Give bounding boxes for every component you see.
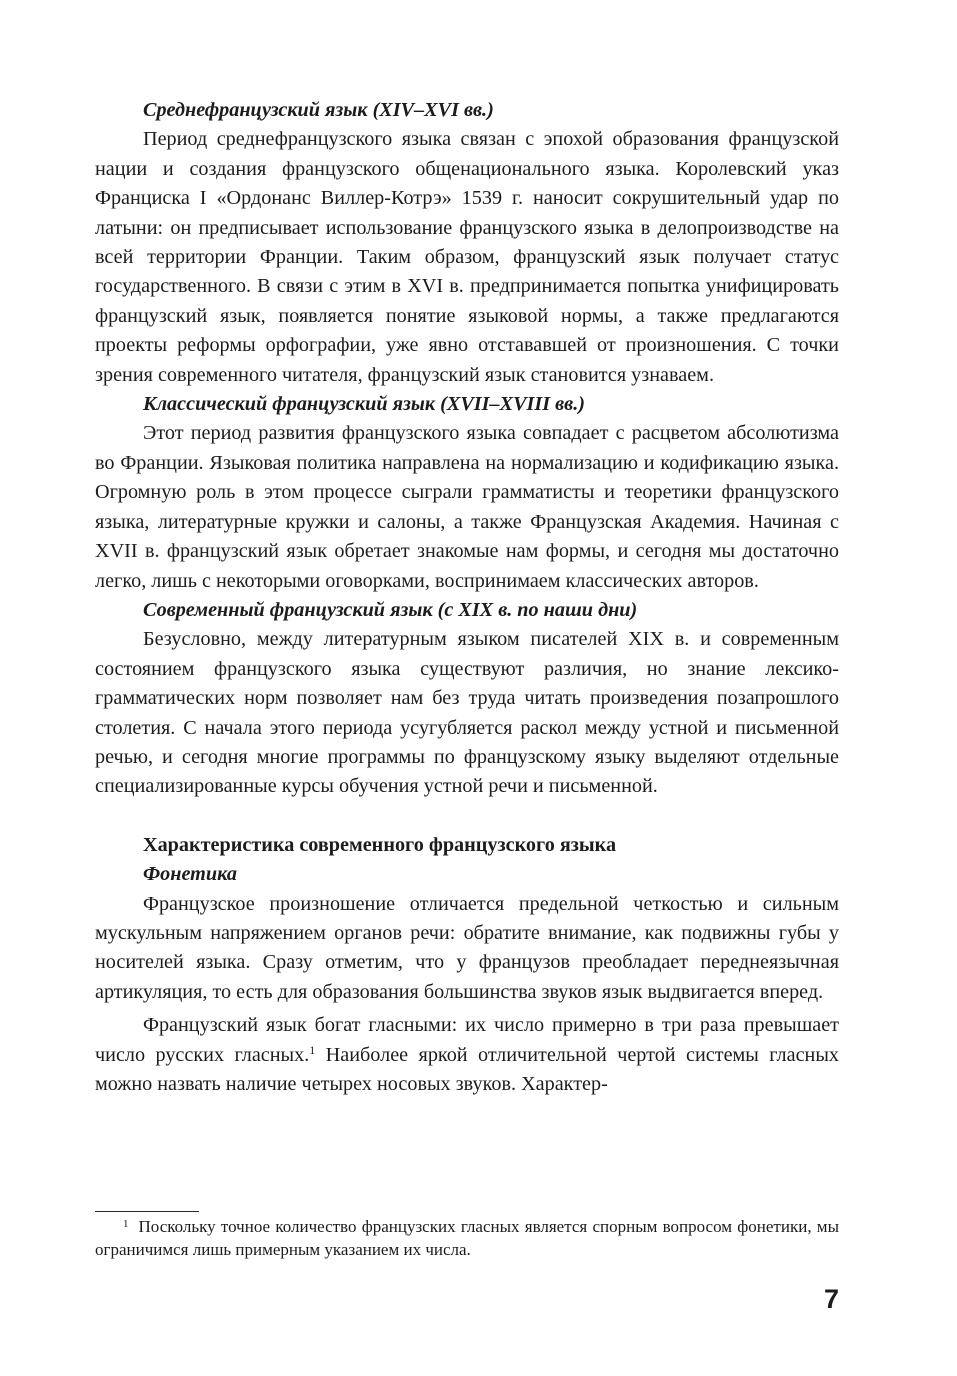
section-paragraph-classical-french: Этот период развития французского языка совпадает с расцветом абсолютизма во Франции. Языковая политика направлена на нормализацию и кодификацию языка. Огромную роль в этом процессе сыграли грамматисты и теоретики французского языка, литературные кружки и салоны, а также Французская Академия. Начиная с XVII в. французский язык обретает знакомые нам формы, и сегодня мы достаточно легко, лишь с некоторыми оговорками, воспринимаем классических авторов. xyxy=(95,422,839,592)
phonetics-paragraph-2 xyxy=(95,1011,839,1099)
section-paragraph-modern-french: Безусловно, между литературным языком писателей XIX в. и современным состоянием французского языка существуют различия, но знание лексико-грамматических норм позволяет нам без труда читать произведения позапрошлого столетия. С начала этого периода усугубляется раскол между устной и письменной речью, и сегодня многие программы по французскому языку выделяют отдельные специализированные курсы обучения устной речи и письменной. xyxy=(95,628,839,798)
section-paragraph-middle-french: Период среднефранцузского языка связан с эпохой образования французской нации и создания французского общенационального языка. Королевский указ Франциска I «Ордонанс Виллер-Котрэ» 1539 г. наносит сокрушительный удар по латыни: он предписывает использование французского языка в делопроизводстве на всей территории Франции. Таким образом, французский язык получает статус государственного. В связи с этим в XVI в. предпринимается попытка унифицировать французский язык, появляется понятие языковой нормы, а также предлагаются проекты реформы орфографии, уже явно отстававшей от произношения. С точки зрения современного читателя, французский язык становится узнаваем. xyxy=(95,128,839,386)
phonetics-paragraph-2-text: Французский язык богат гласными: их число примерно в три раза превышает число русских гласных. xyxy=(95,1014,839,1066)
footnote-mark: 1 xyxy=(123,1218,129,1230)
footnote-reference-mark: 1 xyxy=(309,1042,316,1057)
footnote-divider xyxy=(95,1211,199,1212)
section-heading-middle-french: Среднефранцузский язык (XIV–XVI вв.) xyxy=(143,99,494,121)
footnote xyxy=(95,1215,839,1261)
characteristics-heading: Характеристика современного французского языка xyxy=(143,833,617,856)
phonetics-paragraph-1: Французское произношение отличается предельной четкостью и сильным мускульным напряжением органов речи: обратите внимание, как подвижны губы у носителей языка. Сразу отметим, что у французов преобладает переднеязычная артикуляция, то есть для образования большинства звуков язык выдвигается вперед. xyxy=(95,892,839,1003)
phonetics-subheading: Фонетика xyxy=(143,863,237,886)
phonetics-paragraph-2-continuation: Наиболее яркой отличительной чертой системы гласных можно назвать наличие четырех носовых звуков. Характер- xyxy=(95,1043,840,1095)
footnote-text: Поскольку точное количество французских гласных является спорным вопросом фонетики, мы ограничимся лишь примерным указанием их числа. xyxy=(95,1217,839,1259)
page-body xyxy=(95,96,839,1099)
page-number: 7 xyxy=(823,1284,839,1314)
section-heading-modern-french: Современный французский язык (с XIX в. по наши дни) xyxy=(143,598,638,621)
section-heading-classical-french: Классический французский язык (XVII–XVIII вв.) xyxy=(143,393,585,416)
